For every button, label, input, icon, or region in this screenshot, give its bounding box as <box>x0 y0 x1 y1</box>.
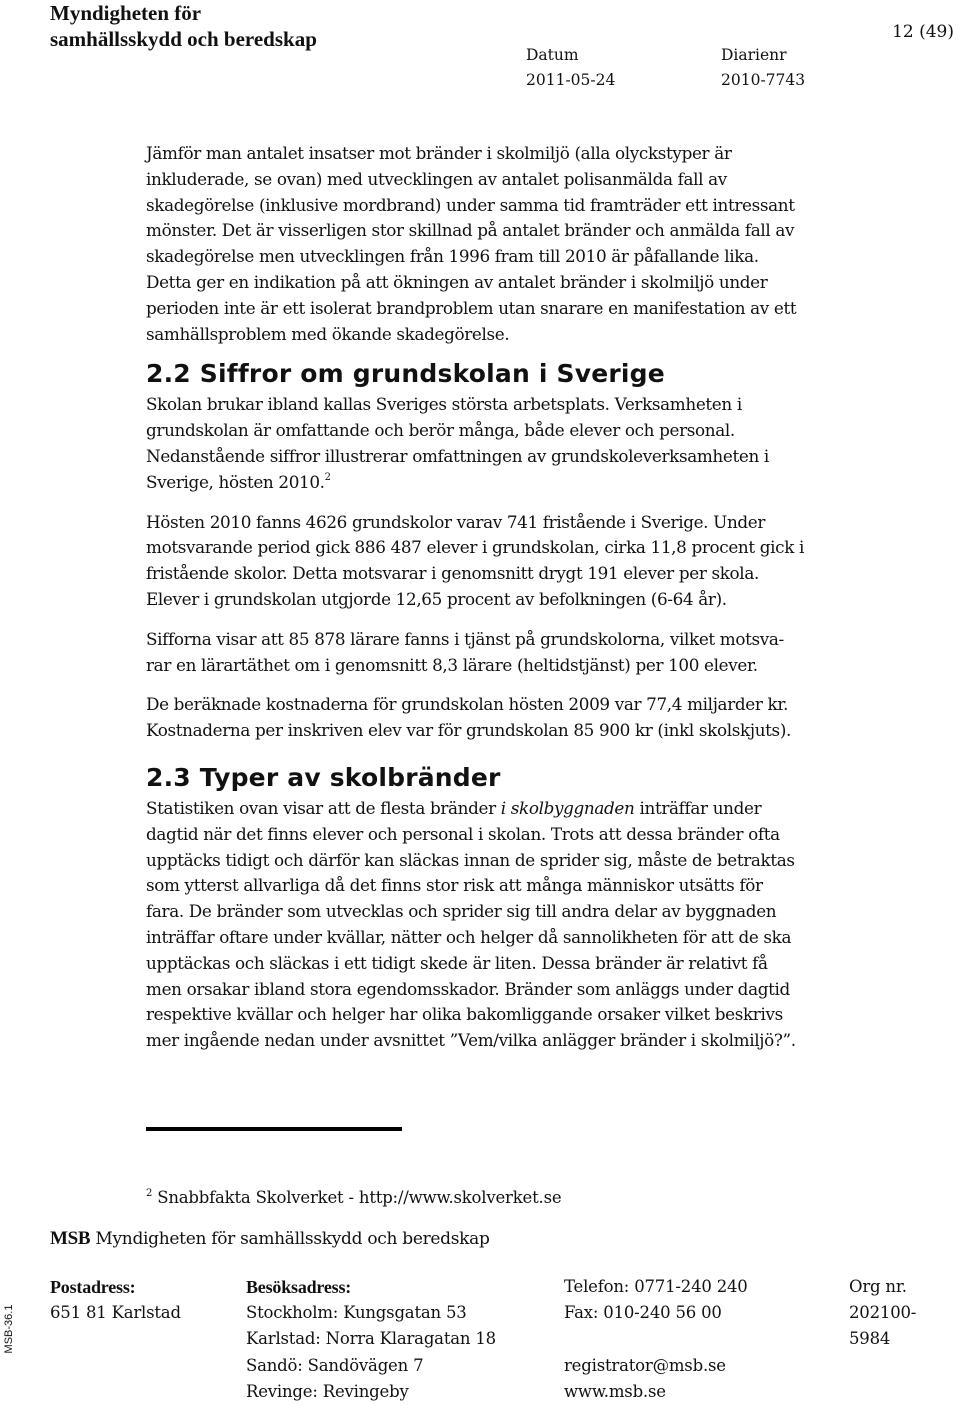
date-value: 2011-05-24 <box>526 71 616 89</box>
text-line: Nedanstående siffror illustrerar omfattningen av grundskoleverksamheten i <box>146 445 769 466</box>
text-line: samhällsproblem med ökande skadegörelse. <box>146 323 510 344</box>
text-line: Hösten 2010 fanns 4626 grundskolor varav 741 fristående i Sverige. Under <box>146 511 766 532</box>
section-heading-2-2: 2.2 Siffror om grundskolan i Sverige <box>146 359 665 389</box>
phone: Telefon: 0771-240 240 <box>564 1277 748 1296</box>
form-code: MSB-36.1 <box>3 1304 15 1354</box>
text-line <box>146 798 761 818</box>
date-label: Datum <box>526 46 579 64</box>
text-line: mer ingående nedan under avsnittet ”Vem/vilka anlägger bränder i skolmiljö?”. <box>146 1030 796 1051</box>
text-line: upptäckas och släckas i ett tidigt skede är liten. Dessa bränder är relativt få <box>146 952 768 973</box>
visit-line: Stockholm: Kungsgatan 53 <box>246 1303 467 1323</box>
footer-org-column <box>849 1274 916 1353</box>
text-line: dagtid när det finns elever och personal i skolan. Trots att dessa bränder ofta <box>146 823 780 844</box>
org-number-line: 202100- <box>849 1303 917 1323</box>
header-organization <box>50 0 317 52</box>
text-line: perioden inte är ett isolerat brandproblem utan snarare en manifestation av ett <box>146 297 797 318</box>
text-line: som ytterst allvarliga då det finns stor risk att många människor utsätts för <box>146 875 763 896</box>
text-segment: Statistiken ovan visar att de flesta bränder <box>146 797 501 818</box>
visit-line: Revinge: Revingeby <box>246 1381 409 1401</box>
text-line: respektive kvällar och helger har olika bakomliggande orsaker vilket beskrivs <box>146 1004 783 1025</box>
paragraph-school-scope <box>146 392 936 495</box>
text-line: fara. De bränder som utvecklas och sprider sig till andra delar av byggnaden <box>146 901 777 922</box>
text-segment: inträffar under <box>634 797 762 818</box>
org-number-label: Org nr. <box>849 1277 907 1296</box>
text-line: skadegörelse men utvecklingen från 1996 fram till 2010 är påfallande lika. <box>146 246 759 267</box>
text-line: motsvarande period gick 886 487 elever i grundskolan, cirka 11,8 procent gick i <box>146 537 805 558</box>
text-line: rar en lärartäthet om i genomsnitt 8,3 lärare (heltidstjänst) per 100 elever. <box>146 654 758 675</box>
footnote-reference[interactable]: 2 <box>324 471 331 483</box>
postal-line: 651 81 Karlstad <box>50 1303 181 1323</box>
registration-label: Diarienr <box>721 46 787 64</box>
section-heading-2-3: 2.3 Typer av skolbränder <box>146 762 501 792</box>
paragraph-school-counts <box>146 510 936 613</box>
paragraph-teachers <box>146 627 936 679</box>
header-org-line2: samhällsskydd och beredskap <box>50 27 317 51</box>
visit-line: Karlstad: Norra Klaragatan 18 <box>246 1329 496 1349</box>
text-line: skadegörelse (inklusive mordbrand) under samma tid framträder ett intressant <box>146 194 795 215</box>
footnote-number: 2 <box>146 1188 153 1199</box>
text-line: Skolan brukar ibland kallas Sveriges största arbetsplats. Verksamheten i <box>146 394 742 415</box>
footnote-text: Snabbfakta Skolverket - http://www.skolverket.se <box>157 1188 562 1207</box>
footer-contact-column <box>564 1274 748 1405</box>
visit-label: Besöksadress: <box>246 1277 352 1297</box>
paragraph-fire-types <box>146 796 936 1054</box>
registration-value: 2010-7743 <box>721 71 806 89</box>
visit-line: Sandö: Sandövägen 7 <box>246 1355 424 1375</box>
text-line: Sverige, hösten 2010. <box>146 471 325 492</box>
document-body <box>146 141 936 1054</box>
website-link[interactable]: www.msb.se <box>564 1381 666 1401</box>
text-line: grundskolan är omfattande och berör många, både elever och personal. <box>146 420 735 441</box>
text-line: men orsakar ibland stora egendomsskador. Bränder som anläggs under dagtid <box>146 978 790 999</box>
text-line: inträffar oftare under kvällar, nätter och helger då sannolikheten för att de ska <box>146 926 792 947</box>
paragraph-costs <box>146 692 936 744</box>
text-line: fristående skolor. Detta motsvarar i genomsnitt drygt 191 elever per skola. <box>146 563 759 584</box>
text-line: Detta ger en indikation på att ökningen av antalet bränder i skolmiljö under <box>146 271 768 292</box>
footer-postal-column <box>50 1274 181 1326</box>
text-line: Sifforna visar att 85 878 lärare fanns i tjänst på grundskolorna, vilket motsva- <box>146 628 784 649</box>
fax: Fax: 010-240 56 00 <box>564 1303 722 1323</box>
footer-brand: MSB <box>50 1228 91 1249</box>
text-line: De beräknade kostnaderna för grundskolan hösten 2009 var 77,4 miljarder kr. <box>146 694 789 715</box>
spacer-line <box>564 1326 748 1352</box>
footer-brand-text: Myndigheten för samhällsskydd och beredskap <box>95 1229 490 1249</box>
footnote <box>146 1188 561 1207</box>
footnote-separator <box>146 1127 402 1131</box>
text-line: upptäcks tidigt och därför kan släckas innan de sprider sig, måste de betraktas <box>146 849 795 870</box>
paragraph-intro <box>146 141 936 347</box>
org-number-line: 5984 <box>849 1329 891 1349</box>
email-link[interactable]: registrator@msb.se <box>564 1355 726 1375</box>
emphasis-text: i skolbyggnaden <box>500 797 635 818</box>
text-line: Elever i grundskolan utgjorde 12,65 procent av befolkningen (6-64 år). <box>146 588 727 609</box>
text-line: mönster. Det är visserligen stor skillnad på antalet bränder och anmälda fall av <box>146 220 795 241</box>
footer-visit-column <box>246 1274 496 1405</box>
page-number: 12 (49) <box>892 22 954 42</box>
text-line: Jämför man antalet insatser mot bränder i skolmiljö (alla olyckstyper är <box>146 143 732 163</box>
postal-label: Postadress: <box>50 1277 136 1297</box>
text-line: inkluderade, se ovan) med utvecklingen av antalet polisanmälda fall av <box>146 168 727 189</box>
header-org-line1: Myndigheten för <box>50 1 202 25</box>
footer-organization <box>50 1228 490 1250</box>
text-line: Kostnaderna per inskriven elev var för grundskolan 85 900 kr (inkl skolskjuts). <box>146 720 792 741</box>
